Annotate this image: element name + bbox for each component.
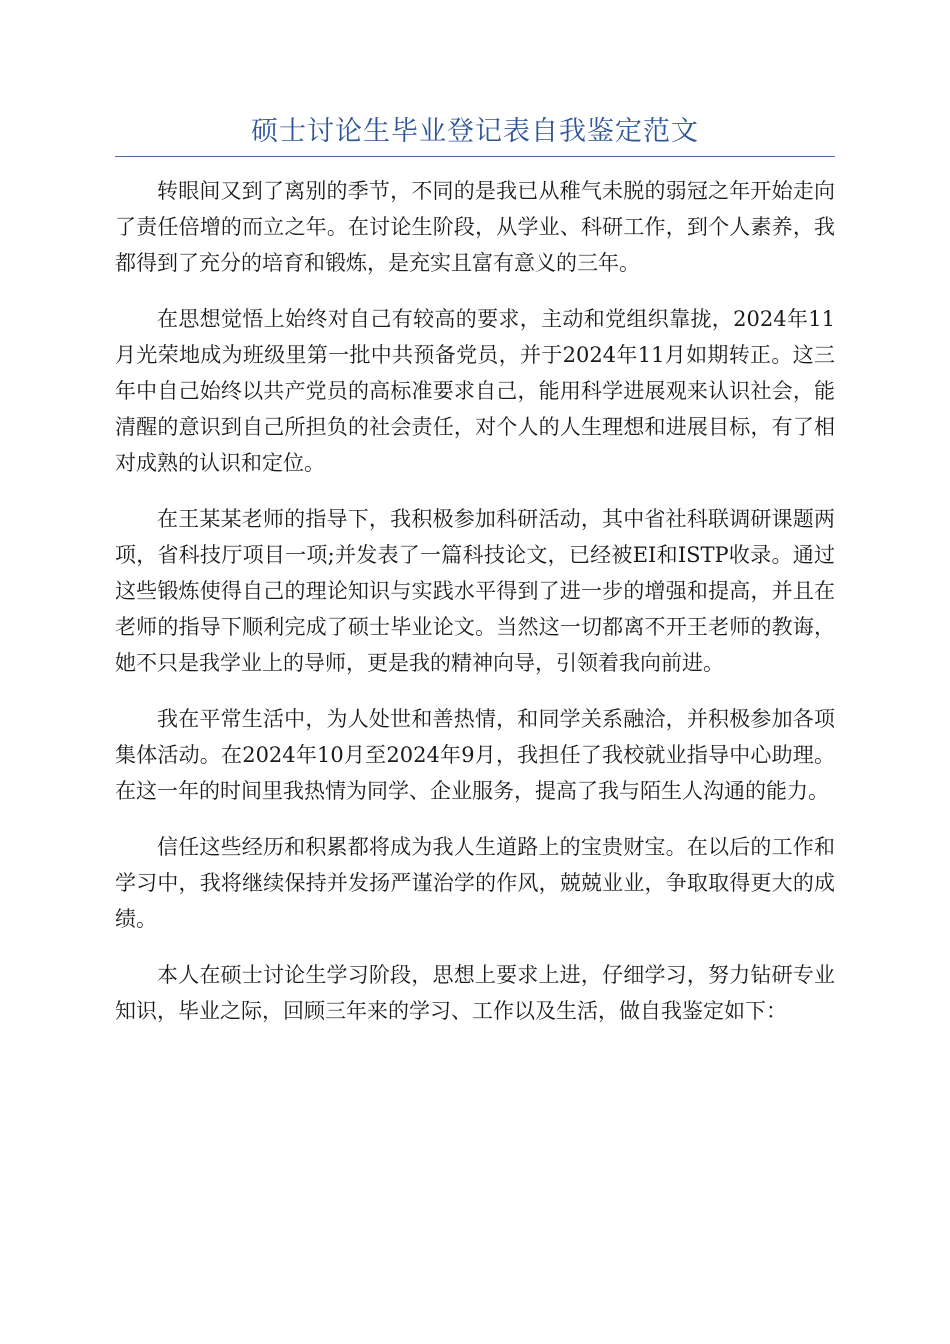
paragraph-3: 在王某某老师的指导下，我积极参加科研活动，其中省社科联调研课题两项，省科技厅项目一项;并发表了一篇科技论文，已经被EI和ISTP收录。通过这些锻炼使得自己的理论知识与实践水平得到了进一步的增强和提高，并且在老师的指导下顺利完成了硕士毕业论文。当然这一切都离不开王老师的教诲，她不只是我学业上的导师，更是我的精神向导，引领着我向前进。 [115, 507, 835, 675]
document-title: 硕士讨论生毕业登记表自我鉴定范文 [251, 116, 699, 147]
paragraph-1: 转眼间又到了离别的季节，不同的是我已从稚气未脱的弱冠之年开始走向了责任倍增的而立之年。在讨论生阶段，从学业、科研工作，到个人素养，我都得到了充分的培育和锻炼，是充实且富有意义的三年。 [115, 179, 835, 275]
paragraph-6: 本人在硕士讨论生学习阶段，思想上要求上进，仔细学习，努力钻研专业知识，毕业之际，回顾三年来的学习、工作以及生活，做自我鉴定如下： [115, 963, 835, 1023]
paragraph-2: 在思想觉悟上始终对自己有较高的要求，主动和党组织靠拢，2024年11月光荣地成为班级里第一批中共预备党员，并于2024年11月如期转正。这三年中自己始终以共产党员的高标准要求自己，能用科学进展观来认识社会，能清醒的意识到自己所担负的社会责任，对个人的人生理想和进展目标，有了相对成熟的认识和定位。 [115, 307, 835, 475]
paragraph-4: 我在平常生活中，为人处世和善热情，和同学关系融洽，并积极参加各项集体活动。在2024年10月至2024年9月，我担任了我校就业指导中心助理。在这一年的时间里我热情为同学、企业服务，提高了我与陌生人沟通的能力。 [115, 707, 835, 803]
title-block [115, 112, 835, 157]
document-body [115, 173, 835, 1049]
paragraph-5: 信任这些经历和积累都将成为我人生道路上的宝贵财宝。在以后的工作和学习中，我将继续保持并发扬严谨治学的作风，兢兢业业，争取取得更大的成绩。 [115, 835, 835, 931]
